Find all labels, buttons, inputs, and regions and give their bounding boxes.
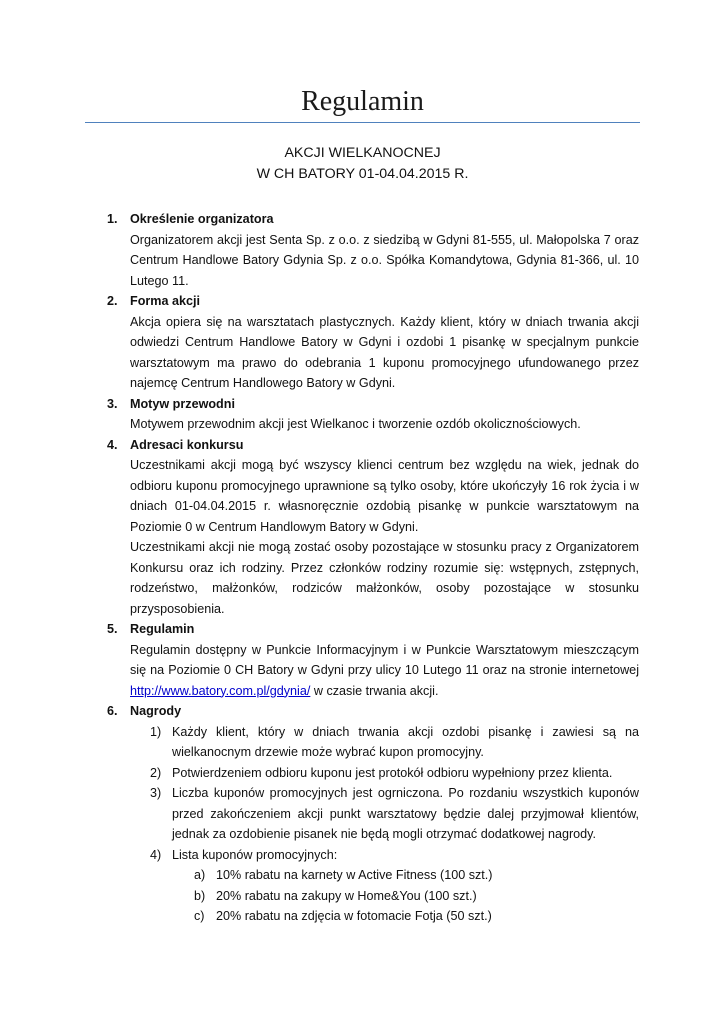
section-paragraph: Motywem przewodnim akcji jest Wielkanoc i tworzenie ozdób okolicznościowych. xyxy=(130,417,581,431)
coupon-letter: b) xyxy=(194,888,206,903)
list-item-number: 1) xyxy=(150,724,162,739)
coupon-text: 20% rabatu na zakupy w Home&You (100 szt.) xyxy=(216,888,477,903)
coupon-item xyxy=(194,865,639,886)
section-organizer xyxy=(0,209,725,291)
regulations-text: Regulamin dostępny w Punkcie Informacyjnym i w Punkcie Warsztatowym mieszczącym się na Poziomie 0 CH Batory w Gdyni przy ulicy 10 Lutego 11 oraz na stronie internetowej xyxy=(130,642,639,677)
coupon-item xyxy=(194,906,639,927)
section-number: 3. xyxy=(107,396,118,411)
section-regulations xyxy=(0,619,725,701)
section-number: 4. xyxy=(107,437,118,452)
section-paragraph: Organizatorem akcji jest Senta Sp. z o.o. z siedzibą w Gdyni 81-555, ul. Małopolska 7 oraz Centrum Handlowe Batory Gdynia Sp. z o.o. Spółka Komandytowa, Gdynia 81-366, ul. 10 Lutego 11. xyxy=(130,232,639,288)
section-paragraph: Akcja opiera się na warsztatach plastycznych. Każdy klient, który w dniach trwania akcji odwiedzi Centrum Handlowe Batory w Gdyni i ozdobi 1 pisankę w specjalnym punkcie warsztatowym ma prawo do odebrania 1 kuponu promocyjnego ufundowanego przez najemcę Centrum Handlowego Batory w Gdyni. xyxy=(130,314,639,390)
section-heading: Nagrody xyxy=(130,704,182,718)
section-number: 6. xyxy=(107,704,118,718)
website-link[interactable]: http://www.batory.com.pl/gdynia/ xyxy=(130,683,311,698)
coupon-item xyxy=(194,886,639,907)
section-prizes xyxy=(0,701,725,927)
regulations-text-after: w czasie trwania akcji. xyxy=(310,683,439,698)
subtitle-line-2: W CH BATORY 01-04.04.2015 R. xyxy=(256,166,469,182)
section-heading: Motyw przewodni xyxy=(130,396,235,411)
section-number: 1. xyxy=(107,212,118,226)
section-heading: Adresaci konkursu xyxy=(130,437,244,452)
subtitle-line-1: AKCJI WIELKANOCNEJ xyxy=(284,145,441,161)
section-heading: Forma akcji xyxy=(130,294,200,308)
section-theme xyxy=(0,394,725,435)
section-paragraph xyxy=(130,640,639,702)
list-item xyxy=(150,722,639,763)
coupon-text: 10% rabatu na karnety w Active Fitness (100 szt.) xyxy=(216,868,493,882)
list-item-text: Każdy klient, który w dniach trwania akcji ozdobi pisankę i zawiesi są na wielkanocnym drzewie może wybrać kupon promocyjny. xyxy=(172,724,639,759)
coupon-letter: c) xyxy=(194,909,205,923)
regulation-body xyxy=(0,209,725,927)
section-paragraph: Uczestnikami akcji mogą być wszyscy klienci centrum bez względu na wiek, jednak do odbioru kuponu promocyjnego uprawnione są tylko osoby, które ukończyły 16 rok życia i w dniach 01-04.04.2015 r. własnoręcznie ozdobią pisankę w punkcie warsztatowym na Poziomie 0 w Centrum Handlowym Batory w Gdyni. xyxy=(130,458,639,534)
section-participants xyxy=(0,435,725,620)
page-title: Regulamin xyxy=(301,86,424,117)
list-item-text: Potwierdzeniem odbioru kuponu jest protokół odbioru wypełniony przez klienta. xyxy=(172,765,613,780)
section-heading: Określenie organizatora xyxy=(130,212,274,226)
list-item-number: 2) xyxy=(150,765,162,780)
list-item xyxy=(150,763,639,784)
list-item-number: 4) xyxy=(150,847,162,862)
list-item xyxy=(150,845,639,866)
title-underline xyxy=(85,122,640,123)
coupon-letter: a) xyxy=(194,868,206,882)
section-number: 5. xyxy=(107,622,118,636)
list-item-number: 3) xyxy=(150,786,162,800)
list-item xyxy=(150,783,639,845)
section-paragraph: Uczestnikami akcji nie mogą zostać osoby pozostające w stosunku pracy z Organizatorem Konkursu oraz ich rodziny. Przez członków rodziny rozumie się: wstępnych, zstępnych, rodzeństwo, małżonków, rodziców małżonków, osoby pozostające w stosunku przysposobienia. xyxy=(130,540,639,616)
section-heading: Regulamin xyxy=(130,622,195,636)
section-form xyxy=(0,291,725,394)
list-item-text: Liczba kuponów promocyjnych jest ogrniczona. Po rozdaniu wszystkich kuponów przed zakończeniem akcji punkt warsztatowy będzie dalej przyjmował klientów, jednak za ozdobienie pisanek nie będą mogli otrzymać dodatkowej nagrody. xyxy=(172,786,639,841)
section-number: 2. xyxy=(107,294,118,308)
list-item-text: Lista kuponów promocyjnych: xyxy=(172,847,338,862)
coupon-text: 20% rabatu na zdjęcia w fotomacie Fotja (50 szt.) xyxy=(216,909,492,923)
